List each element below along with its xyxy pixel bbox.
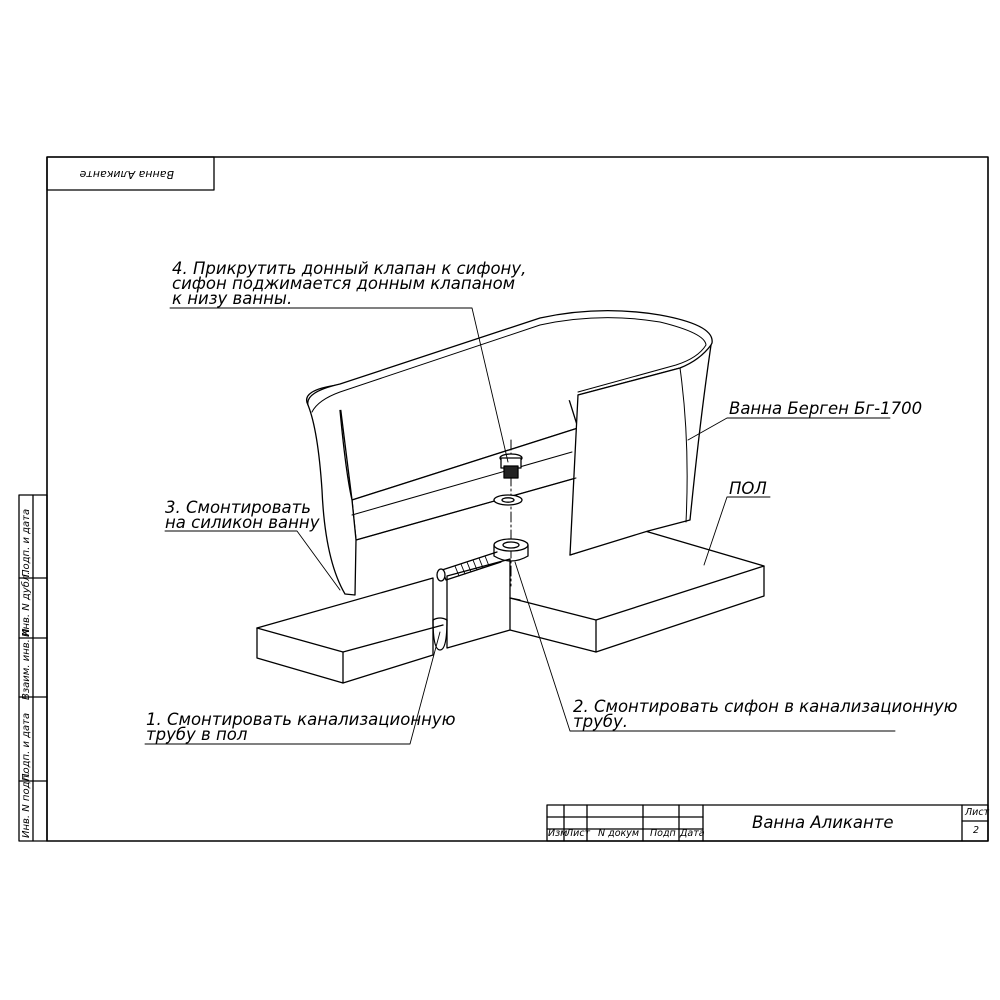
step4-note [172,261,526,306]
sheet-title: Ванна Аликанте [752,813,894,832]
col-podp: Подп [650,828,676,839]
step1-line1: 1. Смонтировать канализационную [146,710,456,729]
step3-note [165,500,319,530]
floor-label: ПОЛ [729,479,767,498]
sheet-label: Лист [965,807,990,818]
leader-bath [688,418,890,440]
step1-note [146,712,456,742]
step3-line2: на силикон ванну [165,513,320,532]
step2-line2: трубу. [573,712,629,731]
side-field-5: Инв. N подл. [21,771,32,838]
col-izm: Изм [548,828,568,839]
step2-note [573,699,958,729]
bath-label: Ванна Берген Бг-1700 [729,399,923,418]
col-ndokum: N докум [598,828,640,839]
step4-line2: сифон поджимается донным клапаном [172,274,516,293]
side-field-3: Взаим. инв. N [21,628,32,700]
side-field-1: Подп. и дата [21,508,32,577]
col-data: Дата [680,828,705,839]
step4-line3: к низу ванны. [172,289,293,308]
step4-line1: 4. Прикрутить донный клапан к сифону, [172,259,527,278]
bathtub [307,311,713,595]
sheet-number: 2 [973,825,980,836]
corner-stamp-text: Ванна Аликанте [79,168,174,181]
step3-line1: 3. Смонтировать [165,498,311,517]
leader-floor [704,497,770,565]
step2-line1: 2. Смонтировать сифон в канализационную [573,697,958,716]
step1-line2: трубу в пол [146,725,248,744]
col-list: Лист [566,828,591,839]
leader-step3 [165,531,340,590]
side-field-4: Подп. и дата [21,712,32,781]
side-field-2: Инв. N дубл. [21,571,32,637]
